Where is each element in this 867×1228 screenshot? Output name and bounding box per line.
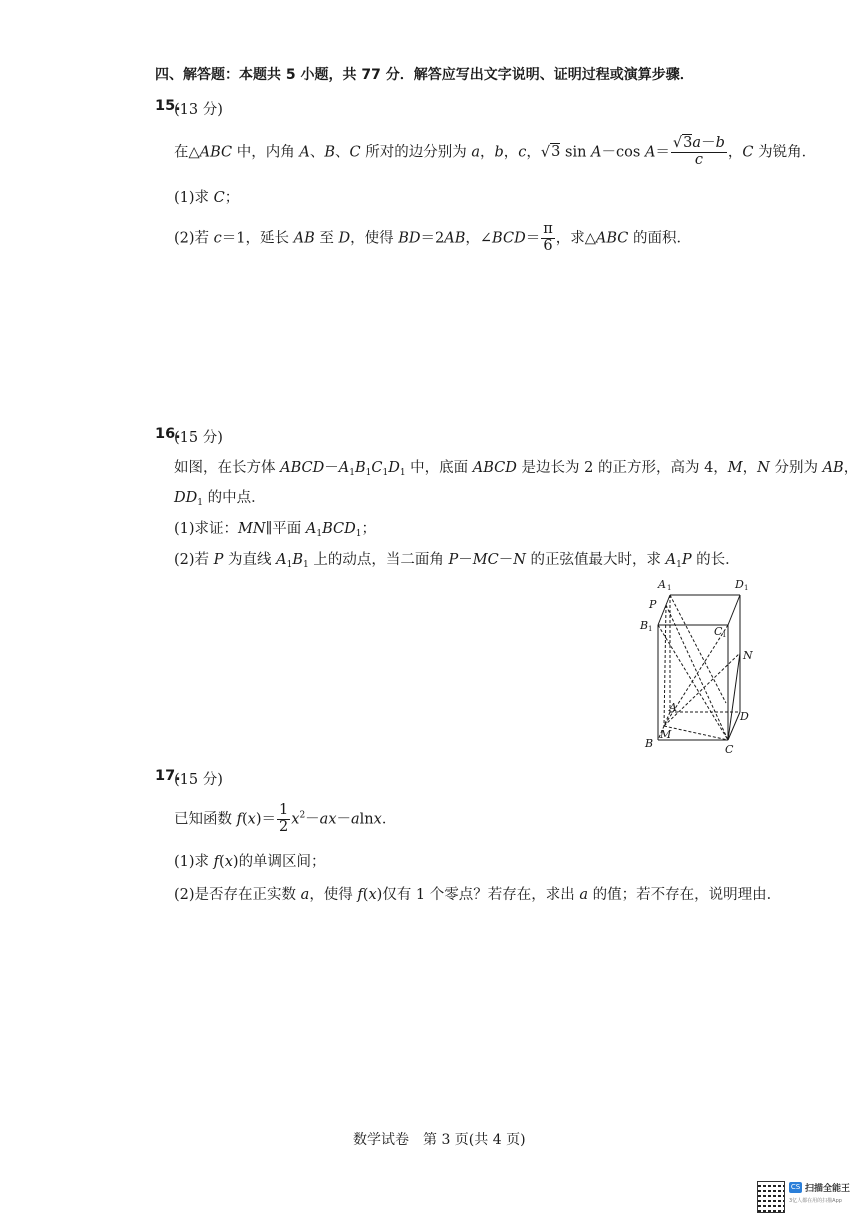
line-a1c <box>670 595 726 703</box>
q15-points: (13 分) <box>174 102 223 118</box>
q16-part2: (2)若 P 为直线 $A_1B_1$ 上的动点，当二面角 P－MC－N 的正弦值最大时，求 $A_1P$ 的长． <box>174 552 740 570</box>
q17-part1: (1)求 f(x)的单调区间； <box>174 854 326 870</box>
cuboid-figure <box>636 575 761 760</box>
label-n: N <box>743 649 753 662</box>
svg-text:1: 1 <box>722 631 727 639</box>
svg-text:1: 1 <box>648 625 653 633</box>
watermark-app-name: 扫描全能王 <box>805 1184 851 1194</box>
label-p: P <box>649 598 657 611</box>
q16-number: 16. <box>155 426 181 442</box>
qr-code-icon <box>757 1181 785 1213</box>
label-b1: B <box>640 619 649 632</box>
q15-number: 15. <box>155 98 181 114</box>
svg-text:1: 1 <box>667 584 672 592</box>
label-a: A <box>669 701 677 714</box>
q17-number: 17. <box>155 768 181 784</box>
q16-line1: 如图，在长方体 $ABCD-A_1B_1C_1D_1$ 中，底面 ABCD 是边长为 2 的正方形，高为 4，M，N 分别为 AB， <box>174 460 859 478</box>
label-b: B <box>645 737 654 750</box>
q17-stem: 已知函数 f(x)＝ $\frac{1}{2}$ $x^2-ax-alnx$． <box>174 802 397 835</box>
q16-line2: $DD_1$ 的中点． <box>174 490 266 508</box>
q16-part1: (1)求证：MN∥平面 $A_1BCD_1$； <box>174 521 377 539</box>
label-d1: D <box>735 578 744 591</box>
label-c: C <box>725 743 734 756</box>
svg-text:1: 1 <box>744 584 749 592</box>
label-a1: A <box>658 578 666 591</box>
line-pm <box>664 605 666 726</box>
camscanner-logo: CS <box>790 1183 801 1191</box>
page-footer: 数学试卷 第 3 页(共 4 页) <box>353 1132 526 1148</box>
q15-stem: 在△ABC 中，内角 A、B、C 所对的边分别为 a，b，c，√3 sin A－cos A＝ $\frac{√3a-b}{c}$ ，C 为锐角． <box>174 135 817 168</box>
scanner-watermark <box>757 1179 857 1217</box>
edge-c1d1 <box>728 595 740 625</box>
q15-part1: (1)求 C； <box>174 190 240 206</box>
q16-points: (15 分) <box>174 430 223 446</box>
q17-part2: (2)是否存在正实数 a，使得 f(x)仅有 1 个零点？若存在，求出 a 的值；若不存在，说明理由． <box>174 887 782 903</box>
label-c1: C <box>714 625 723 638</box>
watermark-tagline: 3亿人都在用的扫描App <box>789 1198 842 1204</box>
label-m: M <box>660 728 672 741</box>
line-mn <box>664 653 740 726</box>
line-mc <box>664 726 728 740</box>
q15-part2: (2)若 c＝1，延长 AB 至 D，使得 BD＝2AB，∠BCD＝ $\frac{\pi}{6}$ ，求△ABC 的面积． <box>174 221 691 254</box>
section-heading: 四、解答题：本题共 5 小题，共 77 分．解答应写出文字说明、证明过程或演算步骤． <box>155 67 694 83</box>
q17-points: (15 分) <box>174 772 223 788</box>
label-d: D <box>740 710 749 723</box>
